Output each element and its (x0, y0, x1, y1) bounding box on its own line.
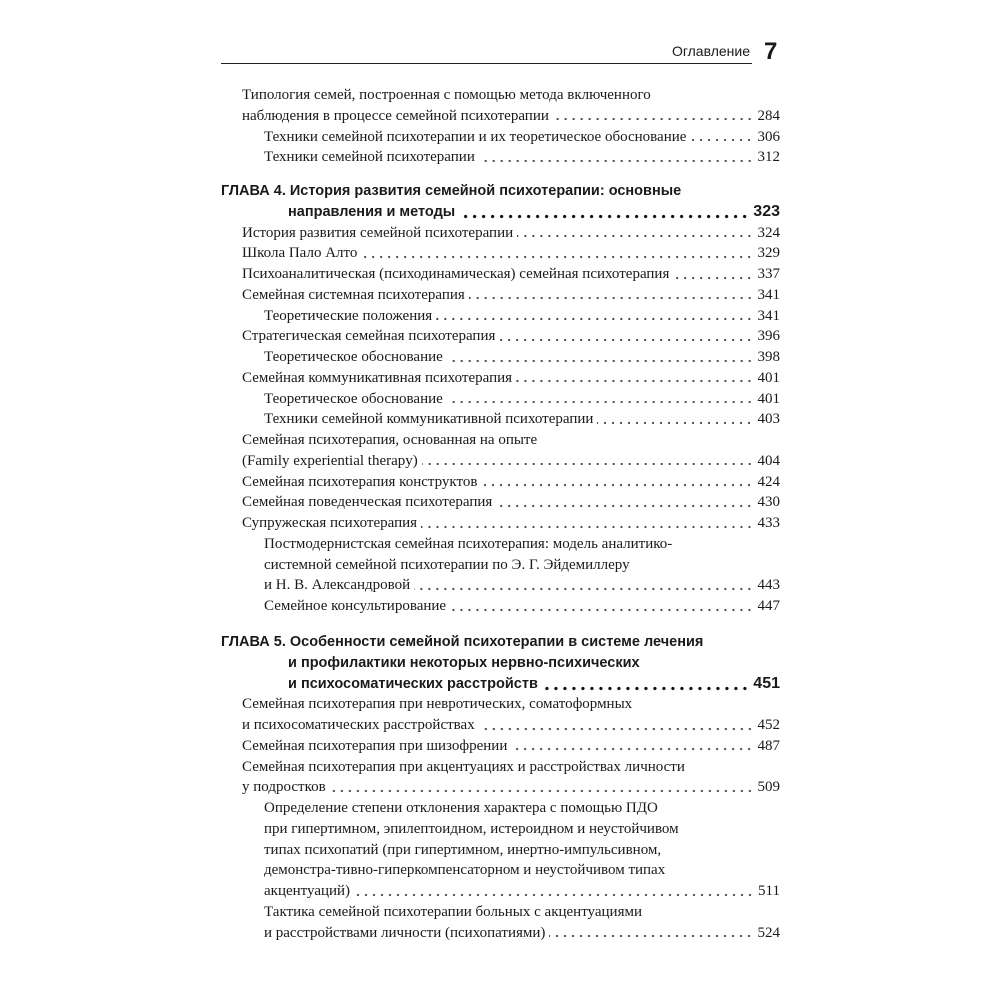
toc-entry-line-text: Техники семейной психотерапии (264, 149, 475, 166)
toc-page-number: 337 (757, 266, 780, 282)
toc-entry-line (264, 388, 780, 410)
dot-leader (597, 419, 753, 426)
toc-page-number: 306 (757, 128, 780, 145)
running-header-title: Оглавление (671, 43, 750, 59)
toc-page-number: 443 (757, 577, 780, 594)
toc-entry-line-text: Семейная психотерапия при акцентуациях и расстройствах личности (242, 758, 685, 775)
toc-entry-line (264, 126, 780, 148)
toc-entry-line (264, 146, 780, 168)
toc-entry-line (264, 839, 780, 861)
dot-leader (690, 137, 753, 144)
toc-entry-line-text: Школа Пало Алто (242, 245, 358, 262)
toc-entry-line (264, 305, 780, 327)
toc-page-number: 284 (757, 107, 780, 124)
dot-leader (421, 523, 753, 530)
toc-entry-line-text: Теоретическое обоснование (264, 390, 443, 407)
dot-leader (414, 585, 753, 592)
toc-entry-line-text: Психоаналитическая (психодинамическая) семейная психотерапия (242, 266, 670, 282)
toc-page-number: 433 (757, 515, 780, 531)
toc-page-number: 341 (757, 307, 780, 324)
toc-entry-line (264, 595, 780, 617)
dot-leader (450, 606, 753, 613)
toc-entry-line (242, 471, 780, 493)
toc-entry-line-text: Семейное консультирование (264, 598, 447, 614)
chapter-title-line-text: ГЛАВА 5. Особенности семейной психотерапии в системе лечения (221, 634, 704, 650)
dot-leader (481, 482, 753, 489)
dot-leader (459, 213, 749, 220)
toc-entry-line (242, 693, 780, 715)
toc-page-number: 312 (757, 149, 780, 166)
dot-leader (479, 725, 754, 732)
toc-entry-line (242, 735, 780, 757)
toc-entry-line (264, 922, 780, 944)
toc-page-number: 401 (757, 390, 780, 407)
toc-entry-line (264, 554, 780, 576)
toc-page-number: 487 (757, 737, 780, 754)
toc-page-number: 430 (757, 494, 780, 511)
toc-page-number: 396 (757, 328, 780, 345)
dot-leader (496, 502, 753, 509)
toc-entry-line-text: Супружеская психотерапия (242, 515, 418, 531)
chapter-title-line-text: ГЛАВА 4. История развития семейной психотерапии: основные (221, 183, 682, 199)
toc-entry-line-text: Семейная коммуникативная психотерапия (242, 369, 513, 386)
toc-page-number: 341 (757, 286, 780, 303)
dot-leader (479, 157, 754, 164)
toc-page-number: 324 (757, 224, 780, 241)
chapter-title-line (288, 673, 780, 695)
dot-leader (517, 233, 753, 240)
dot-leader (553, 116, 754, 123)
dot-leader (436, 316, 753, 323)
toc-entry-line (242, 263, 780, 285)
toc-entry-line-text: Типология семей, построенная с помощью метода включенного (242, 87, 651, 103)
toc-entry-line-text: Теоретическое обоснование (264, 349, 443, 365)
chapter-title-line (288, 652, 780, 674)
chapter-title-line-text: и профилактики некоторых нервно-психических (288, 654, 640, 671)
toc-entry-line (242, 284, 780, 306)
toc-entry-line-text: и Н. В. Александровой (264, 577, 411, 594)
toc-entry-line (242, 242, 780, 264)
toc-page-number: 524 (757, 924, 780, 941)
toc-entry-line (242, 756, 780, 778)
toc-entry-line (264, 880, 780, 902)
dot-leader (330, 787, 754, 794)
toc-entry-line-text: при гипертимном, эпилептоидном, истероидном и неустойчивом (264, 820, 679, 837)
toc-entry-line-text: Семейная поведенческая психотерапия (242, 494, 493, 511)
toc-entry-line (242, 84, 780, 106)
toc-entry-line (242, 105, 780, 127)
toc-entry-line-text: История развития семейной психотерапии (242, 224, 514, 241)
toc-entry-line-text: у подростков (242, 779, 326, 796)
toc-page-number: 404 (757, 452, 780, 469)
toc-entry-line (242, 429, 780, 451)
chapter-title-line (221, 180, 780, 202)
toc-entry-line-text: Тактика семейной психотерапии больных с акцентуациями (264, 903, 642, 920)
toc-entry-line (242, 714, 780, 736)
toc-entry-line (242, 491, 780, 513)
toc-page-number: 403 (757, 411, 780, 428)
chapter-title-line (221, 631, 780, 653)
toc-entry-line (264, 533, 780, 555)
dot-leader (549, 933, 753, 940)
dot-leader (516, 378, 753, 385)
dot-leader (447, 357, 754, 364)
toc-entry-line-text: Семейная системная психотерапия (242, 286, 465, 303)
toc-entry-line-text: Техники семейной коммуникативной психотерапии (264, 411, 594, 428)
toc-entry-line (242, 776, 780, 798)
toc-entry-line-text: Семейная психотерапия при невротических, соматоформных (242, 696, 633, 713)
chapter-title-line (288, 201, 780, 223)
toc-entry-line-text: системной семейной психотерапии по Э. Г. Эйдемиллеру (264, 556, 630, 573)
toc-entry-line-text: демонстра-тивно-гиперкомпенсаторном и неустойчивом типах (264, 862, 666, 879)
dot-leader (511, 746, 753, 753)
toc-entry-line (264, 859, 780, 881)
toc-entry-line-text: типах психопатий (при гипертимном, инертно-импульсивном, (264, 841, 662, 858)
toc-page-number: 398 (757, 349, 780, 365)
toc-page-number: 452 (757, 717, 780, 733)
dot-leader (499, 336, 753, 343)
toc-page-number: 401 (757, 369, 780, 386)
toc-entry-line (242, 450, 780, 472)
toc-page-number: 451 (753, 674, 780, 692)
toc-entry-line (264, 346, 780, 368)
toc-entry-line-text: Семейная психотерапия конструктов (242, 473, 478, 490)
toc-page-number: 509 (757, 779, 780, 796)
toc-entry-line-text: Техники семейной психотерапии и их теоретическое обоснование (264, 128, 687, 145)
toc-entry-line-text: Стратегическая семейная психотерапия (242, 328, 496, 345)
toc-entry-line (242, 325, 780, 347)
toc-entry-line (264, 818, 780, 840)
dot-leader (469, 295, 754, 302)
toc-entry-line-text: и психосоматических расстройствах (242, 717, 475, 733)
toc-page-number: 329 (757, 245, 780, 262)
page-number: 7 (764, 38, 778, 65)
dot-leader (673, 274, 753, 281)
toc-entry-line (264, 408, 780, 430)
toc-page-number: 447 (757, 598, 780, 614)
toc-entry-line-text: и расстройствами личности (психопатиями) (264, 924, 546, 941)
toc-entry-line (264, 901, 780, 923)
dot-leader (447, 399, 754, 406)
toc-entry-line (242, 512, 780, 534)
toc-entry-line (264, 574, 780, 596)
toc-entry-line-text: наблюдения в процессе семейной психотерапии (242, 107, 549, 124)
toc-page-number: 424 (757, 473, 780, 490)
toc-entry-line-text: Семейная психотерапия при шизофрении (242, 737, 508, 754)
dot-leader (542, 685, 749, 692)
dot-leader (422, 461, 754, 468)
chapter-title-line-text: направления и методы (288, 203, 456, 220)
toc-entry-line-text: акцентуаций) (264, 883, 351, 899)
toc-entry-line-text: Постмодернистская семейная психотерапия: модель аналитико- (264, 535, 673, 552)
toc-entry-line-text: (Family experiential therapy) (242, 452, 418, 469)
dot-leader (361, 253, 753, 260)
dot-leader (354, 891, 754, 898)
toc-entry-line-text: Определение степени отклонения характера с помощью ПДО (264, 800, 658, 816)
toc-entry-line-text: Теоретические положения (264, 307, 433, 324)
toc-entry-line (242, 222, 780, 244)
toc-entry-line (242, 367, 780, 389)
toc-entry-line (264, 797, 780, 819)
toc-page-number: 511 (758, 883, 780, 899)
toc-entry-line-text: Семейная психотерапия, основанная на опыте (242, 432, 538, 448)
toc-page-number: 323 (753, 202, 780, 220)
chapter-title-line-text: и психосоматических расстройств (288, 675, 538, 692)
